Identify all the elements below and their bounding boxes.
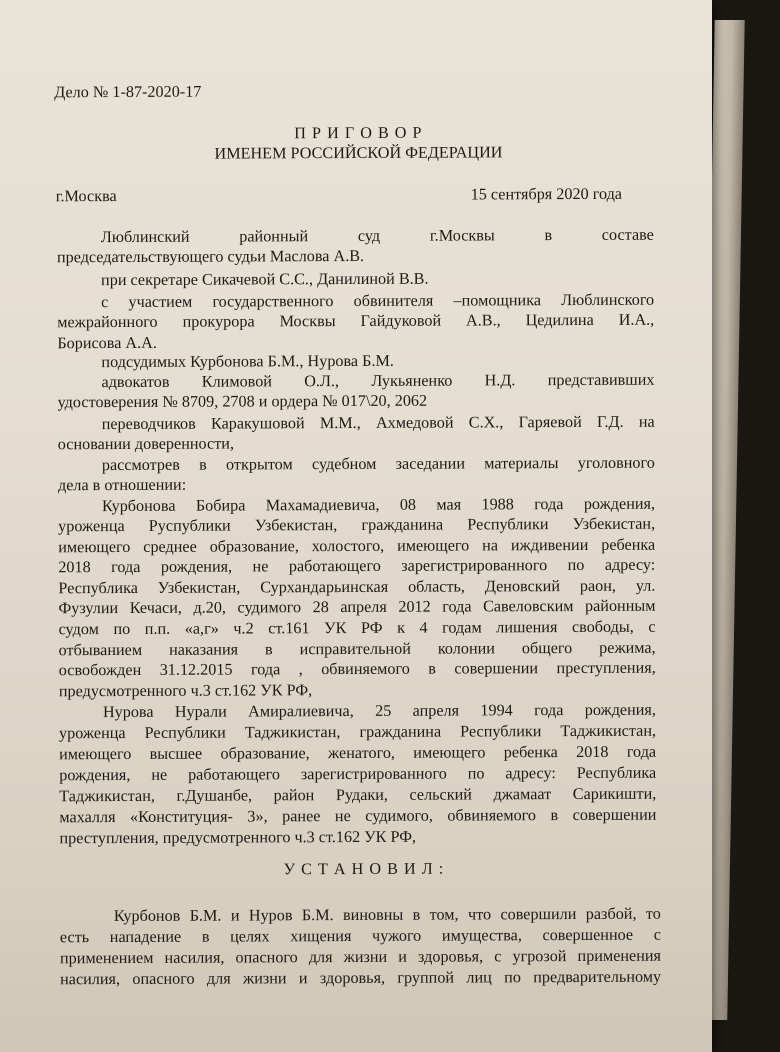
document-title: П Р И Г О В О Р [294, 123, 423, 143]
date: 15 сентября 2020 года [470, 184, 623, 204]
lawyers-line: удостоверения № 8709, 2708 и ордера № 017\20, 2062 [57, 391, 428, 412]
established-line: насилия, опасного для жизни и здоровья, группой лиц по предварительному [60, 967, 662, 989]
defendant2-line: Нурова Нурали Амиралиевича, 25 апреля 1994 года рождения, [102, 700, 656, 722]
defendant1-line: Республика Узбекистан, Сурхандарьинская область, Деновский раон, ул. [58, 576, 656, 598]
defendant2-line: уроженца Республики Таджикистан, гражданина Республики Таджикистан, [58, 721, 657, 743]
translators-line: основании доверенности, [57, 434, 235, 454]
defendant1-line: Фузулии Кечаси, д.20, судимого 28 апреля 2012 года Савеловским районным [58, 596, 656, 618]
established-line: применением насилия, опасного для жизни и здоровья, с угрозой применения [59, 946, 662, 968]
defendant1-line: Курбонова Бобира Махамадиевича, 08 мая 1988 года рождения, [101, 494, 656, 516]
court-line: председательствующего судьи Маслова А.В. [56, 246, 365, 267]
defendant1-line: судом по п.п. «а,г» ч.2 ст.161 УК РФ к 4 годам лишения свободы, с [58, 617, 656, 639]
translators-line: переводчиков Каракушовой М.М., Ахмедовой С.Х., Гаряевой Г.Д. на [101, 412, 655, 434]
considered-line: дела в отношении: [57, 475, 187, 495]
defendant2-line: махалля «Конституция- 3», ранее не судимого, обвиняемого в совершении [59, 805, 657, 827]
defendant1-line: отбыванием наказания в исправительной колонии общего режима, [58, 638, 656, 660]
defendants: подсудимых Курбонова Б.М., Нурова Б.М. [101, 351, 394, 372]
defendant2-line: рождения, не работающего зарегистрированного по адресу: Республика [59, 763, 657, 785]
case-number: Дело № 1-87-2020-17 [54, 82, 202, 102]
considered-line: рассмотрев в открытом судебном заседании материалы уголовного [101, 453, 655, 475]
document-subtitle: ИМЕНЕМ РОССИЙСКОЙ ФЕДЕРАЦИИ [214, 143, 503, 163]
section-heading: У С Т А Н О В И Л : [283, 859, 445, 879]
prosecutor-line: с участием государственного обвинителя –помощника Люблинского [101, 290, 655, 312]
court-line: Люблинский районный суд г.Москвы в составе [100, 225, 654, 247]
established-line: Курбонов Б.М. и Нуров Б.М. виновны в том, что совершили разбой, то [113, 904, 661, 926]
city: г.Москва [55, 187, 117, 206]
defendant1-line: предусмотренного ч.3 ст.162 УК РФ, [58, 681, 313, 701]
defendant1-line: 2018 года рождения, не работающего зарегистрированного по адресу: [58, 555, 656, 577]
defendant1-line: освобожден 31.12.2015 года , обвиняемого в совершении преступления, [58, 658, 656, 680]
prosecutor-line: Борисова А.А. [57, 333, 157, 353]
defendant2-line: Таджикистан, г.Душанбе, район Рудаки, сельский джамаат Сарикишти, [59, 784, 657, 806]
defendant2-line: имеющего высшее образование, женатого, имеющего ребенка 2018 года [59, 742, 657, 764]
defendant2-line: преступления, предусмотренного ч.3 ст.162 УК РФ, [59, 827, 417, 848]
secretary: при секретаре Сикачевой С.С., Данилиной В.В. [100, 269, 429, 290]
defendant1-line: имеющего среднее образование, холостого, имеющего на иждивении ребенка [58, 535, 656, 557]
prosecutor-line: межрайонного прокурора Москвы Гайдуковой А.В., Цедилина И.А., [57, 310, 655, 332]
established-line: есть нападение в целях хищения чужого имущества, совершенное с [59, 925, 661, 947]
lawyers-line: адвокатов Климовой О.Л., Лукьяненко Н.Д. представивших [101, 370, 655, 392]
defendant1-line: уроженца Руспублики Узбекистан, гражданина Республики Узбекистан, [58, 514, 656, 536]
